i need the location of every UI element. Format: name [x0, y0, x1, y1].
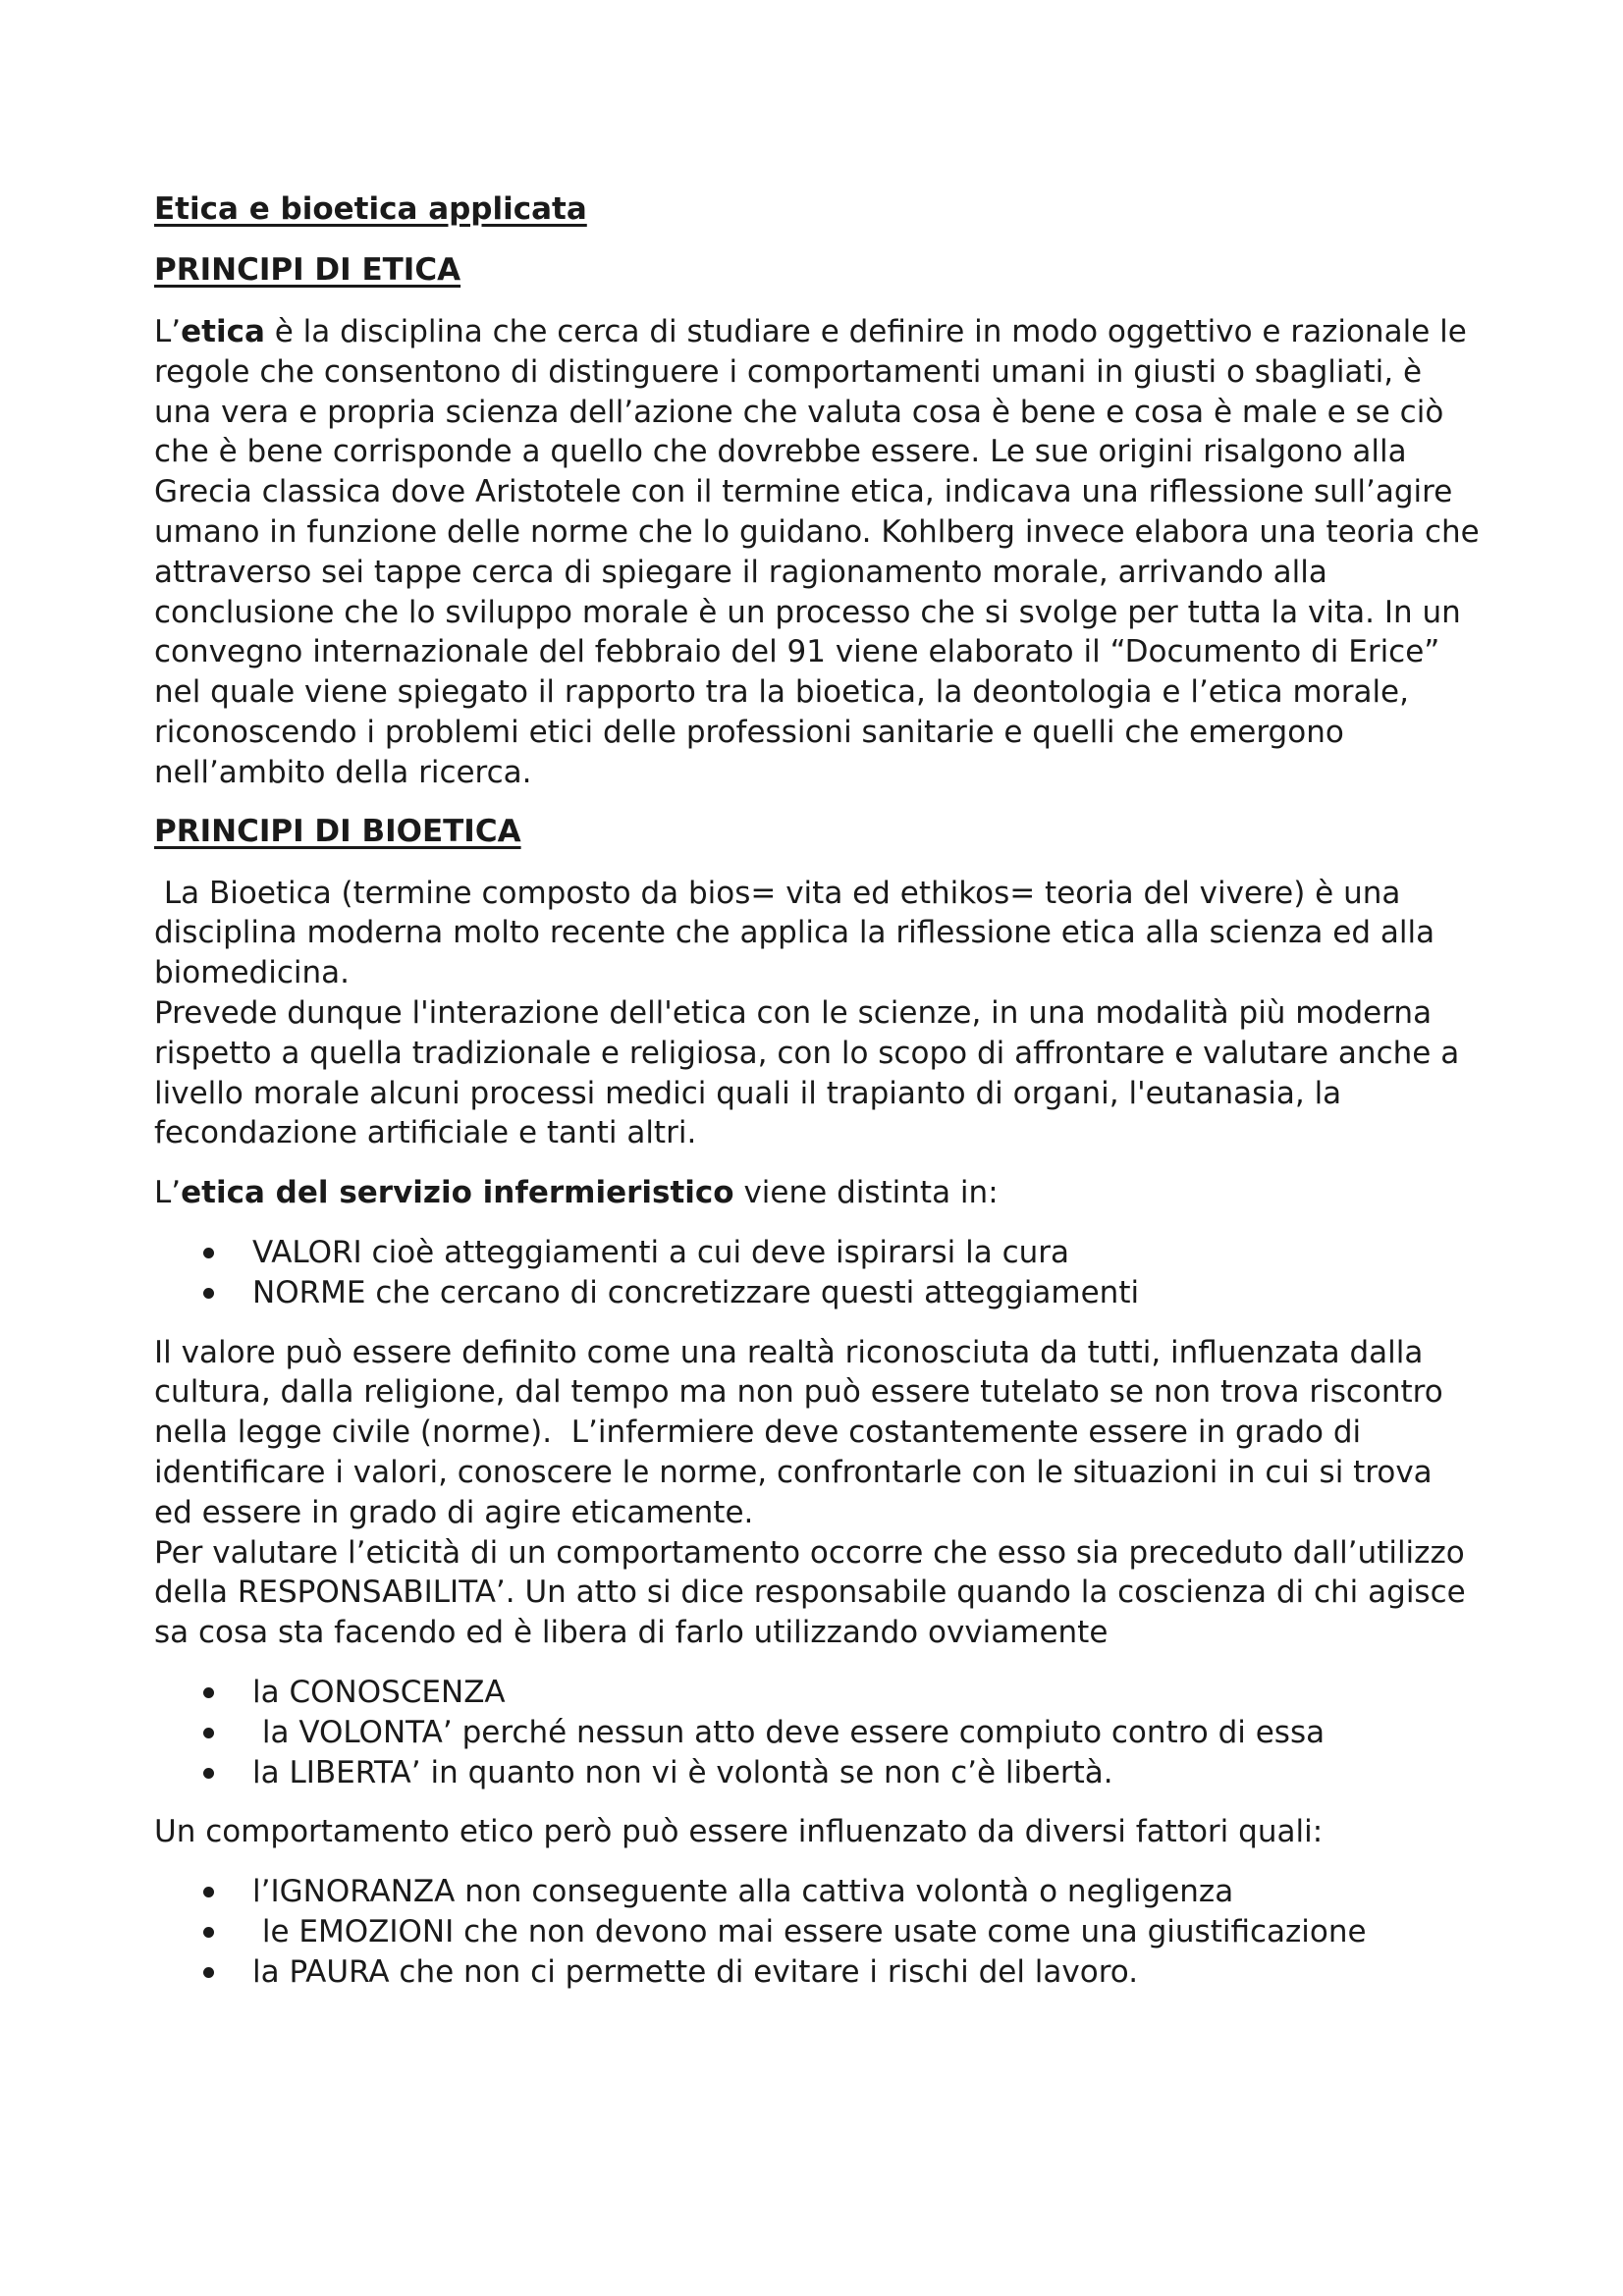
paragraph-valore: Il valore può essere definito come una realtà riconosciuta da tutti, influenzata dalla cultura, dalla religione, dal tempo ma non può essere tutelato se non trova riscontro nella legge civile (norme). L’infermiere deve costantemente essere in grado di identificare i valori, conoscere le norme, confrontarle con le situazioni in cui si trova ed essere in grado di agire eticamente.: [154, 1334, 1453, 1530]
list-item: [154, 1713, 1480, 1753]
list-item: [154, 1233, 1480, 1273]
bold-term-etica: etica: [181, 314, 265, 349]
bullet-icon: [203, 1288, 214, 1299]
list-item-text: le EMOZIONI che non devono mai essere usate come una giustificazione: [252, 1913, 1367, 1949]
list-item: [154, 1673, 1480, 1713]
list-item-text: la PAURA che non ci permette di evitare i rischi del lavoro.: [252, 1953, 1139, 1990]
bullet-icon: [203, 1248, 214, 1258]
list-responsabilita: [154, 1673, 1480, 1792]
paragraph-bioetica-definition: La Bioetica (termine composto da bios= vita ed ethikos= teoria del vivere) è una disciplina moderna molto recente che applica la riflessione etica alla scienza ed alla biomedicina.: [154, 875, 1444, 991]
list-item-text: VALORI cioè atteggiamenti a cui deve ispirarsi la cura: [252, 1234, 1070, 1270]
section-heading-bioetica: PRINCIPI DI BIOETICA: [154, 813, 521, 849]
list-item: [154, 1912, 1480, 1952]
document-title: Etica e bioetica applicata: [154, 191, 587, 227]
bullet-icon: [203, 1967, 214, 1978]
text-run: viene distinta in:: [733, 1175, 999, 1211]
paragraph-etica-infermieristica: [154, 1173, 1480, 1213]
bullet-icon: [203, 1768, 214, 1779]
bullet-icon: [203, 1687, 214, 1698]
list-item: [154, 1872, 1480, 1912]
paragraph-etica-definition: [154, 312, 1480, 793]
list-fattori: [154, 1872, 1480, 1992]
list-item-text: NORME che cercano di concretizzare questi atteggiamenti: [252, 1274, 1140, 1310]
list-item: [154, 1952, 1480, 1993]
list-item: [154, 1753, 1480, 1793]
bullet-icon: [203, 1927, 214, 1938]
bold-term-etica-servizio: etica del servizio infermieristico: [181, 1175, 734, 1211]
section-heading-etica: PRINCIPI DI ETICA: [154, 252, 461, 288]
list-item-text: la LIBERTA’ in quanto non vi è volontà se non c’è libertà.: [252, 1754, 1113, 1790]
document-body: [154, 187, 1480, 1992]
paragraph-responsabilita: Per valutare l’eticità di un comportamento occorre che esso sia preceduto dall’utilizzo della RESPONSABILITA’. Un atto si dice responsabile quando la coscienza di chi agisce sa cosa sta facendo ed è libera di farlo utilizzando ovviamente: [154, 1534, 1466, 1651]
bullet-icon: [203, 1728, 214, 1738]
list-item: [154, 1273, 1480, 1313]
paragraph-fattori: Un comportamento etico però può essere influenzato da diversi fattori quali:: [154, 1814, 1324, 1850]
list-item-text: la VOLONTA’ perché nessun atto deve essere compiuto contro di essa: [252, 1714, 1325, 1750]
paragraph-bioetica-interaction: Prevede dunque l'interazione dell'etica con le scienze, in una modalità più moderna rispetto a quella tradizionale e religiosa, con lo scopo di affrontare e valutare anche a livello morale alcuni processi medici quali il trapianto di organi, l'eutanasia, la fecondazione artificiale e tanti altri.: [154, 994, 1460, 1151]
text-run: è la disciplina che cerca di studiare e definire in modo oggettivo e razionale le regole che consentono di distinguere i comportamenti umani in giusti o sbagliati, è una vera e propria scienza dell’azione che valuta cosa è bene e cosa è male e se ciò che è bene corrisponde a quello che dovrebbe essere. Le sue origini risalgono alla Grecia classica dove Aristotele con il termine etica, indicava una riflessione sull’agire umano in funzione delle norme che lo guidano. Kohlberg invece elabora una teoria che attraverso sei tappe cerca di spiegare il ragionamento morale, arrivando alla conclusione che lo sviluppo morale è un processo che si svolge per tutta la vita. In un convegno internazionale del febbraio del 91 viene elaborato il “Documento di Erice” nel quale viene spiegato il rapporto tra la bioetica, la deontologia e l’etica morale, riconoscendo i problemi etici delle professioni sanitarie e quelli che emergono nell’ambito della ricerca.: [154, 314, 1480, 790]
list-item-text: l’IGNORANZA non conseguente alla cattiva volontà o negligenza: [252, 1874, 1234, 1910]
bullet-icon: [203, 1887, 214, 1897]
text-run: L’: [154, 1175, 182, 1211]
text-run: L’: [154, 314, 182, 349]
list-valori-norme: [154, 1233, 1480, 1313]
list-item-text: la CONOSCENZA: [252, 1674, 506, 1710]
